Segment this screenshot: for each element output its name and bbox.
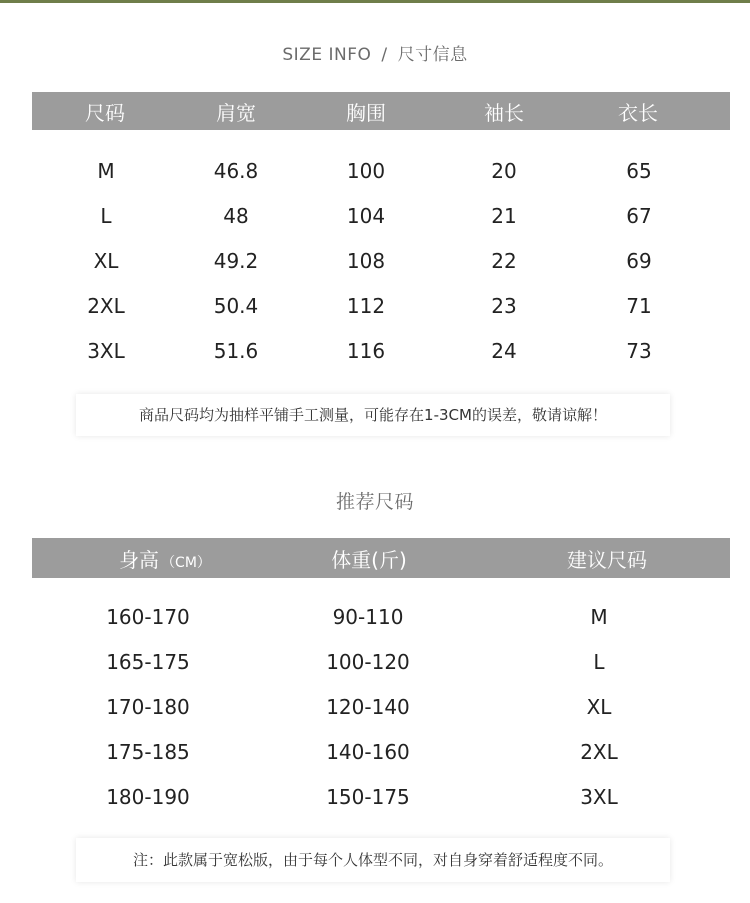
height-cell: 175-185 (106, 740, 190, 764)
length-cell: 71 (626, 294, 652, 318)
table-row (0, 602, 750, 632)
recommend-header-height (90, 544, 240, 573)
sleeve-cell: 23 (491, 294, 517, 318)
height-cell: 170-180 (106, 695, 190, 719)
length-cell: 73 (626, 339, 652, 363)
chest-cell: 100 (346, 159, 386, 183)
weight-cell: 140-160 (326, 740, 410, 764)
size-cell: M (97, 159, 115, 183)
sleeve-cell: 24 (491, 339, 517, 363)
fit-note: 注：此款属于宽松版，由于每个人体型不同，对自身穿着舒适程度不同。 (76, 838, 670, 882)
height-cell: 160-170 (106, 605, 190, 629)
recommend-header-size: 建议尺码 (567, 547, 647, 572)
table-row (0, 291, 750, 321)
table-row (0, 201, 750, 231)
shoulder-cell: 51.6 (213, 339, 259, 363)
size-header-size: 尺码 (85, 100, 125, 125)
size-header-chest: 胸围 (346, 100, 386, 125)
chest-cell: 112 (346, 294, 386, 318)
size-info-title-en: SIZE INFO (282, 45, 372, 65)
table-row (0, 782, 750, 812)
chest-cell: 104 (346, 204, 386, 228)
recommend-header-height-label: 身高 (119, 547, 160, 572)
size-header-sleeve: 袖长 (484, 100, 524, 125)
weight-cell: 100-120 (326, 650, 410, 674)
table-row (0, 692, 750, 722)
height-cell: 165-175 (106, 650, 190, 674)
measurement-note: 商品尺码均为抽样平铺手工测量，可能存在1-3CM的误差，敬请谅解！ (76, 394, 670, 436)
chest-cell: 116 (346, 339, 386, 363)
recommend-header-height-unit: （CM） (161, 554, 211, 571)
length-cell: 67 (626, 204, 652, 228)
table-row (0, 336, 750, 366)
table-row (0, 246, 750, 276)
recommended-size-cell: M (590, 605, 608, 629)
length-cell: 65 (626, 159, 652, 183)
size-cell: 2XL (87, 294, 125, 318)
weight-cell: 150-175 (326, 785, 410, 809)
recommended-size-cell: 3XL (580, 785, 618, 809)
shoulder-cell: 49.2 (213, 249, 259, 273)
size-info-title-separator: / (381, 45, 388, 65)
size-table-header (32, 92, 730, 130)
recommend-title: 推荐尺码 (335, 491, 414, 513)
height-cell: 180-190 (106, 785, 190, 809)
recommended-size-cell: 2XL (580, 740, 618, 764)
size-info-title (0, 40, 750, 65)
table-row (0, 156, 750, 186)
table-row (0, 737, 750, 767)
length-cell: 69 (626, 249, 652, 273)
weight-cell: 90-110 (332, 605, 404, 629)
sleeve-cell: 22 (491, 249, 517, 273)
shoulder-cell: 50.4 (213, 294, 259, 318)
recommended-size-cell: XL (586, 695, 612, 719)
shoulder-cell: 48 (223, 204, 249, 228)
sleeve-cell: 20 (491, 159, 517, 183)
table-row (0, 647, 750, 677)
size-cell: XL (93, 249, 119, 273)
recommend-header-weight: 体重(斤) (331, 547, 407, 572)
size-header-length: 衣长 (618, 100, 658, 125)
size-cell: 3XL (87, 339, 125, 363)
chest-cell: 108 (346, 249, 386, 273)
recommend-table-header (32, 538, 730, 578)
sleeve-cell: 21 (491, 204, 517, 228)
size-header-shoulder: 肩宽 (216, 100, 256, 125)
shoulder-cell: 46.8 (213, 159, 259, 183)
size-cell: L (100, 204, 112, 228)
weight-cell: 120-140 (326, 695, 410, 719)
top-accent-line (0, 0, 750, 3)
size-info-title-cn: 尺寸信息 (397, 45, 468, 65)
recommended-size-cell: L (593, 650, 605, 674)
